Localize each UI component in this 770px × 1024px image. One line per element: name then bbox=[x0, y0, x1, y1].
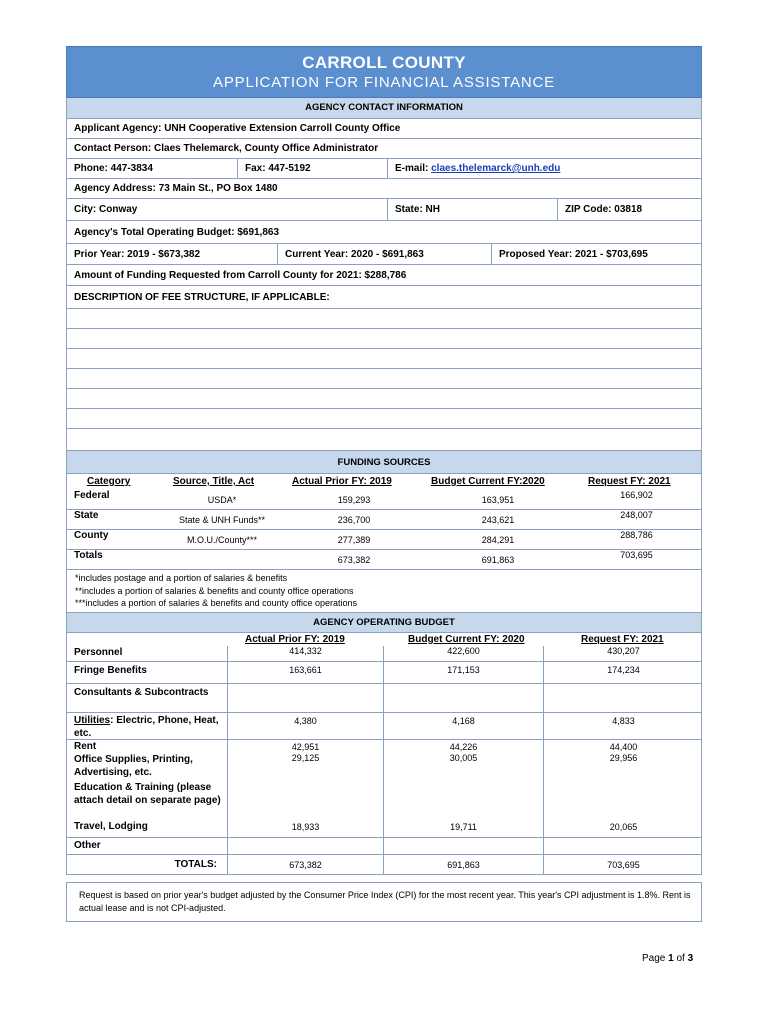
budget-current bbox=[383, 781, 543, 820]
address-row bbox=[66, 179, 702, 199]
budget-label-utilities bbox=[67, 713, 227, 739]
budget-current: 171,153 bbox=[383, 662, 543, 683]
operating-col-request: Request FY: 2021 bbox=[581, 633, 664, 645]
page-current: 1 bbox=[668, 953, 674, 964]
fee-structure-row bbox=[66, 286, 702, 309]
budget-row-travel bbox=[67, 820, 701, 837]
fee-line[interactable] bbox=[66, 329, 702, 349]
amount-requested: Amount of Funding Requested from Carroll County for 2021: $288,786 bbox=[74, 269, 407, 281]
budget-label: Office Supplies, Printing, Advertising, etc. bbox=[74, 753, 193, 778]
funding-row-totals bbox=[67, 550, 701, 570]
budget-request bbox=[543, 781, 703, 820]
funding-request: 288,786 bbox=[620, 530, 653, 540]
operating-col-prior: Actual Prior FY: 2019 bbox=[245, 633, 345, 645]
funding-source: USDA* bbox=[207, 494, 237, 505]
operating-col-current: Budget Current FY: 2020 bbox=[408, 633, 525, 645]
budget-label: Personnel bbox=[74, 646, 123, 658]
page-of: of bbox=[676, 953, 685, 964]
operating-budget-table bbox=[66, 633, 702, 875]
budget-request: 20,065 bbox=[543, 820, 703, 837]
budget-prior: 29,125 bbox=[227, 753, 383, 781]
budget-current: 44,226 bbox=[383, 740, 543, 753]
applicant-agency: Applicant Agency: UNH Cooperative Extension Carroll County Office bbox=[74, 123, 401, 134]
funding-category: Federal bbox=[74, 490, 110, 501]
funding-source: State & UNH Funds** bbox=[178, 514, 266, 525]
budget-request: 174,234 bbox=[543, 662, 703, 683]
budget-row-other bbox=[67, 837, 701, 854]
budget-request bbox=[543, 684, 703, 712]
funding-note: **includes a portion of salaries & benefits and county office operations bbox=[75, 585, 354, 596]
funding-current: 691,863 bbox=[481, 554, 515, 565]
form-subtitle: APPLICATION FOR FINANCIAL ASSISTANCE bbox=[213, 74, 555, 91]
funding-prior: 159,293 bbox=[337, 494, 371, 505]
funding-request: 166,902 bbox=[620, 490, 653, 500]
email-cell bbox=[387, 159, 703, 178]
funding-request: 248,007 bbox=[620, 510, 653, 520]
city-row bbox=[66, 199, 702, 221]
funding-col-request: Request FY: 2021 bbox=[588, 476, 671, 487]
fee-structure-label: DESCRIPTION OF FEE STRUCTURE, IF APPLICABLE: bbox=[74, 291, 330, 303]
funding-section-header: FUNDING SOURCES bbox=[66, 451, 702, 474]
city: City: Conway bbox=[74, 204, 138, 215]
budget-prior bbox=[227, 684, 383, 712]
funding-row-state bbox=[67, 510, 701, 530]
budget-current: 30,005 bbox=[383, 753, 543, 781]
budget-row-education bbox=[67, 781, 701, 820]
email-link[interactable]: claes.thelemarck@unh.edu bbox=[431, 163, 561, 174]
budget-prior bbox=[227, 781, 383, 820]
funding-source bbox=[162, 550, 282, 569]
fax: Fax: 447-5192 bbox=[237, 159, 387, 178]
funding-table bbox=[66, 474, 702, 570]
fee-line[interactable] bbox=[66, 369, 702, 389]
funding-category: Totals bbox=[74, 550, 103, 561]
budget-label: Rent bbox=[74, 740, 97, 752]
page-total: 3 bbox=[687, 953, 694, 964]
current-year: Current Year: 2020 - $691,863 bbox=[277, 244, 491, 264]
budget-prior: 18,933 bbox=[227, 820, 383, 837]
funding-col-prior: Actual Prior FY: 2019 bbox=[292, 476, 392, 487]
funding-notes bbox=[66, 570, 702, 612]
page-label: Page bbox=[642, 953, 666, 964]
zip-code: ZIP Code: 03818 bbox=[557, 199, 703, 220]
budget-current: 422,600 bbox=[383, 646, 543, 661]
budget-request: 430,207 bbox=[543, 646, 703, 661]
budget-current: 691,863 bbox=[383, 855, 543, 874]
fee-line[interactable] bbox=[66, 389, 702, 409]
funding-note: *includes postage and a portion of salaries & benefits bbox=[75, 573, 288, 583]
fee-line[interactable] bbox=[66, 429, 702, 451]
proposed-year: Proposed Year: 2021 - $703,695 bbox=[491, 244, 703, 264]
budget-row-rent bbox=[67, 739, 701, 753]
fee-line[interactable] bbox=[66, 349, 702, 369]
email-label: E-mail: bbox=[395, 163, 432, 174]
budget-request: 703,695 bbox=[543, 855, 703, 874]
form-header bbox=[66, 46, 702, 98]
budget-row-totals bbox=[67, 854, 701, 875]
funding-column-headers bbox=[67, 474, 701, 490]
funding-note: ***includes a portion of salaries & benefits and county office operations bbox=[75, 598, 358, 608]
budget-label: Fringe Benefits bbox=[74, 664, 147, 676]
contact-person: Contact Person: Claes Thelemarck, County Office Administrator bbox=[74, 143, 379, 154]
funding-current: 243,621 bbox=[481, 514, 515, 525]
funding-col-source: Source, Title, Act bbox=[173, 476, 255, 487]
budget-request: 29,956 bbox=[543, 753, 703, 781]
funding-prior: 236,700 bbox=[337, 514, 371, 525]
funding-col-current: Budget Current FY:2020 bbox=[431, 476, 545, 487]
budget-current: 4,168 bbox=[383, 713, 543, 739]
budget-row-office-supplies bbox=[67, 753, 701, 781]
funding-row-federal bbox=[67, 490, 701, 510]
budget-request bbox=[543, 838, 703, 854]
funding-category: State bbox=[74, 510, 99, 521]
funding-current: 284,291 bbox=[481, 534, 515, 545]
state: State: NH bbox=[387, 199, 557, 220]
fee-line[interactable] bbox=[66, 409, 702, 429]
page-number bbox=[642, 953, 693, 964]
budget-current: 19,711 bbox=[383, 820, 543, 837]
funding-category: County bbox=[74, 530, 109, 541]
agency-address: Agency Address: 73 Main St., PO Box 1480 bbox=[74, 183, 278, 194]
utilities-label: Utilities bbox=[74, 714, 111, 726]
budget-current bbox=[383, 838, 543, 854]
funding-prior: 673,382 bbox=[337, 554, 371, 565]
operating-column-headers bbox=[67, 633, 701, 646]
form-title: CARROLL COUNTY bbox=[302, 53, 466, 72]
budget-prior: 4,380 bbox=[227, 713, 383, 739]
budget-row-fringe bbox=[67, 661, 701, 683]
budget-totals-label: TOTALS: bbox=[174, 858, 217, 870]
budget-current bbox=[383, 684, 543, 712]
applicant-agency-row bbox=[66, 119, 702, 139]
funding-row-county bbox=[67, 530, 701, 550]
budget-prior bbox=[227, 838, 383, 854]
request-note: Request is based on prior year's budget adjusted by the Consumer Price Index (CPI) for the most recent year. This year's CPI adjustment is 1.8%. Rent is actual lease and is not CPI-adjusted. bbox=[66, 882, 702, 922]
funding-current: 163,951 bbox=[481, 494, 515, 505]
budget-request: 44,400 bbox=[543, 740, 703, 753]
amount-requested-row bbox=[66, 265, 702, 286]
budget-row-personnel bbox=[67, 646, 701, 661]
operating-section-header: AGENCY OPERATING BUDGET bbox=[66, 612, 702, 633]
fee-line[interactable] bbox=[66, 309, 702, 329]
budget-label: Consultants & Subcontracts bbox=[74, 686, 209, 698]
contact-section-header: AGENCY CONTACT INFORMATION bbox=[66, 98, 702, 119]
budget-prior: 42,951 bbox=[227, 740, 383, 753]
utilities-detail: : Electric, Phone, Heat, etc. bbox=[74, 714, 219, 739]
budget-label: Travel, Lodging bbox=[74, 820, 148, 832]
budget-label: Other bbox=[74, 839, 101, 851]
application-form bbox=[66, 46, 702, 922]
budget-prior: 673,382 bbox=[227, 855, 383, 874]
years-row bbox=[66, 244, 702, 265]
prior-year: Prior Year: 2019 - $673,382 bbox=[74, 248, 201, 260]
funding-request: 703,695 bbox=[620, 550, 653, 560]
funding-source: M.O.U./County*** bbox=[186, 534, 258, 545]
phone-row bbox=[66, 159, 702, 179]
contact-person-row bbox=[66, 139, 702, 159]
budget-prior: 414,332 bbox=[227, 646, 383, 661]
budget-row-utilities bbox=[67, 712, 701, 739]
budget-label: Education & Training (please attach detail on separate page) bbox=[74, 781, 221, 806]
funding-prior: 277,389 bbox=[337, 534, 371, 545]
total-budget-row bbox=[66, 221, 702, 244]
total-operating-budget: Agency's Total Operating Budget: $691,863 bbox=[74, 226, 280, 238]
budget-row-consultants bbox=[67, 683, 701, 712]
funding-col-category: Category bbox=[87, 476, 131, 487]
budget-request: 4,833 bbox=[543, 713, 703, 739]
budget-prior: 163,661 bbox=[227, 662, 383, 683]
phone: Phone: 447-3834 bbox=[74, 163, 153, 174]
